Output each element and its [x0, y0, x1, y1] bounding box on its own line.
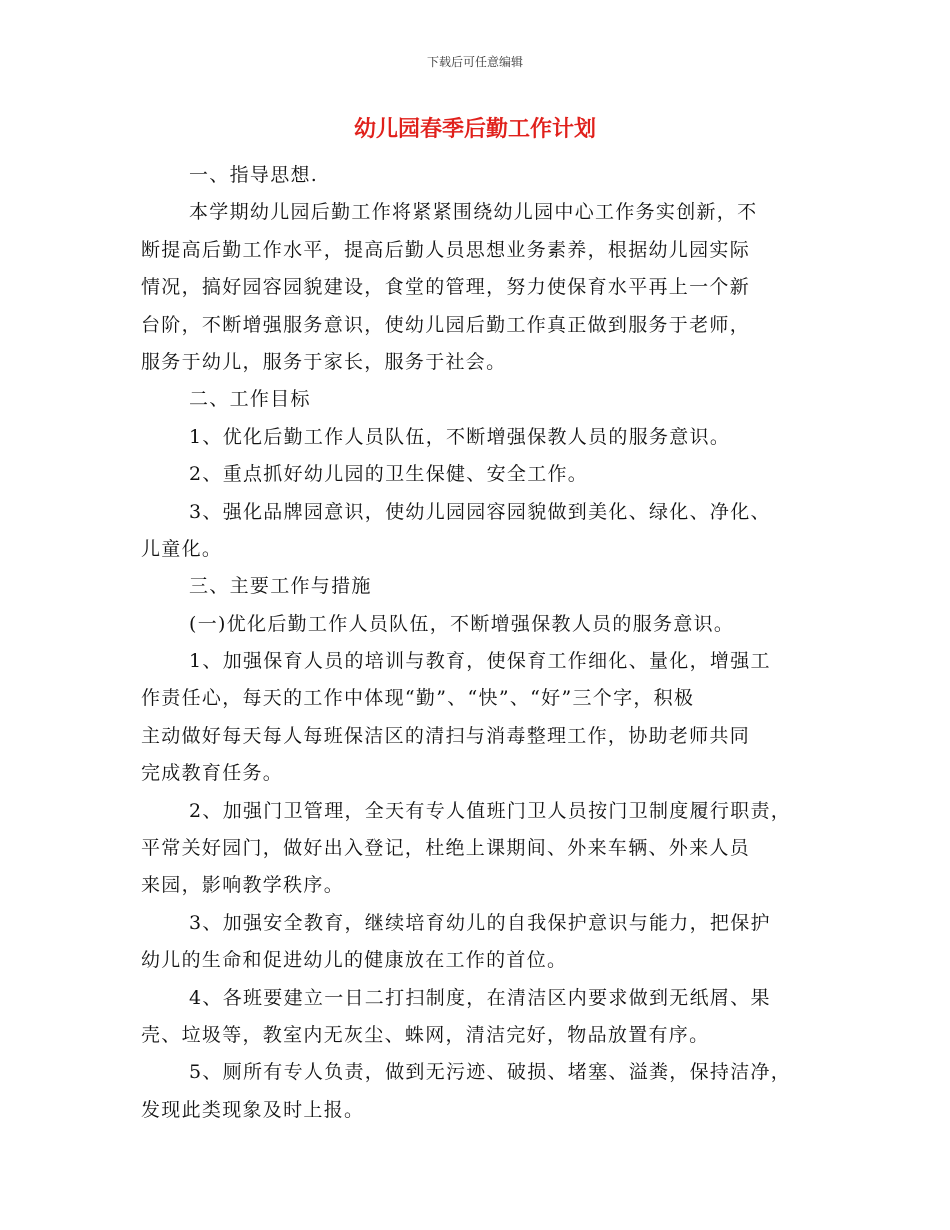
body-line: 情况，搞好园容园貌建设，食堂的管理，努力使保育水平再上一个新 [141, 276, 751, 299]
body-line: 3、强化品牌园意识，使幼儿园园容园貌做到美化、绿化、净化、 [189, 500, 771, 523]
body-line: 1、加强保育人员的培训与教育，使保育工作细化、量化，增强工 [189, 650, 771, 673]
body-line: 1、优化后勤工作人员队伍，不断增强保教人员的服务意识。 [189, 425, 731, 448]
body-line: 完成教育任务。 [141, 762, 284, 785]
body-line: 5、厕所有专人负责，做到无污迹、破损、堵塞、溢粪，保持洁净， [189, 1061, 792, 1084]
body-line: 4、各班要建立一日二打扫制度，在清洁区内要求做到无纸屑、果 [189, 986, 771, 1009]
body-line: 主动做好每天每人每班保洁区的清扫与消毒整理工作，协助老师共同 [141, 724, 751, 747]
body-line: 2、加强门卫管理，全天有专人值班门卫人员按门卫制度履行职责， [189, 799, 792, 822]
body-line: 2、重点抓好幼儿园的卫生保健、安全工作。 [189, 463, 589, 486]
page-header-note: 下载后可任意编辑 [426, 55, 523, 69]
body-line: (一)优化后勤工作人员队伍，不断增强保教人员的服务意识。 [189, 612, 735, 635]
body-line: 一、指导思想. [189, 164, 319, 186]
body-line: 二、工作目标 [189, 388, 311, 411]
document-title: 幼儿园春季后勤工作计划 [353, 117, 596, 142]
body-line: 平常关好园门，做好出入登记，杜绝上课期间、外来车辆、外来人员 [141, 837, 751, 860]
body-line: 三、主要工作与措施 [189, 575, 372, 598]
body-line: 3、加强安全教育，继续培育幼儿的自我保护意识与能力，把保护 [189, 911, 771, 934]
document-body [141, 157, 831, 1129]
body-line: 儿童化。 [141, 537, 223, 560]
body-line: 作责任心，每天的工作中体现“勤”、“快”、“好”三个字，积极 [141, 687, 695, 710]
body-line: 台阶，不断增强服务意识，使幼儿园后勤工作真正做到服务于老师， [141, 313, 751, 336]
body-line: 壳、垃圾等，教室内无灰尘、蛛网，清洁完好，物品放置有序。 [141, 1023, 710, 1046]
body-line: 服务于幼儿，服务于家长，服务于社会。 [141, 350, 507, 373]
body-line: 本学期幼儿园后勤工作将紧紧围绕幼儿园中心工作务实创新，不 [189, 201, 758, 224]
body-line: 发现此类现象及时上报。 [141, 1098, 365, 1121]
body-line: 幼儿的生命和促进幼儿的健康放在工作的首位。 [141, 949, 568, 972]
body-line: 断提高后勤工作水平，提高后勤人员思想业务素养，根据幼儿园实际 [141, 238, 751, 261]
body-line: 来园，影响教学秩序。 [141, 874, 345, 897]
